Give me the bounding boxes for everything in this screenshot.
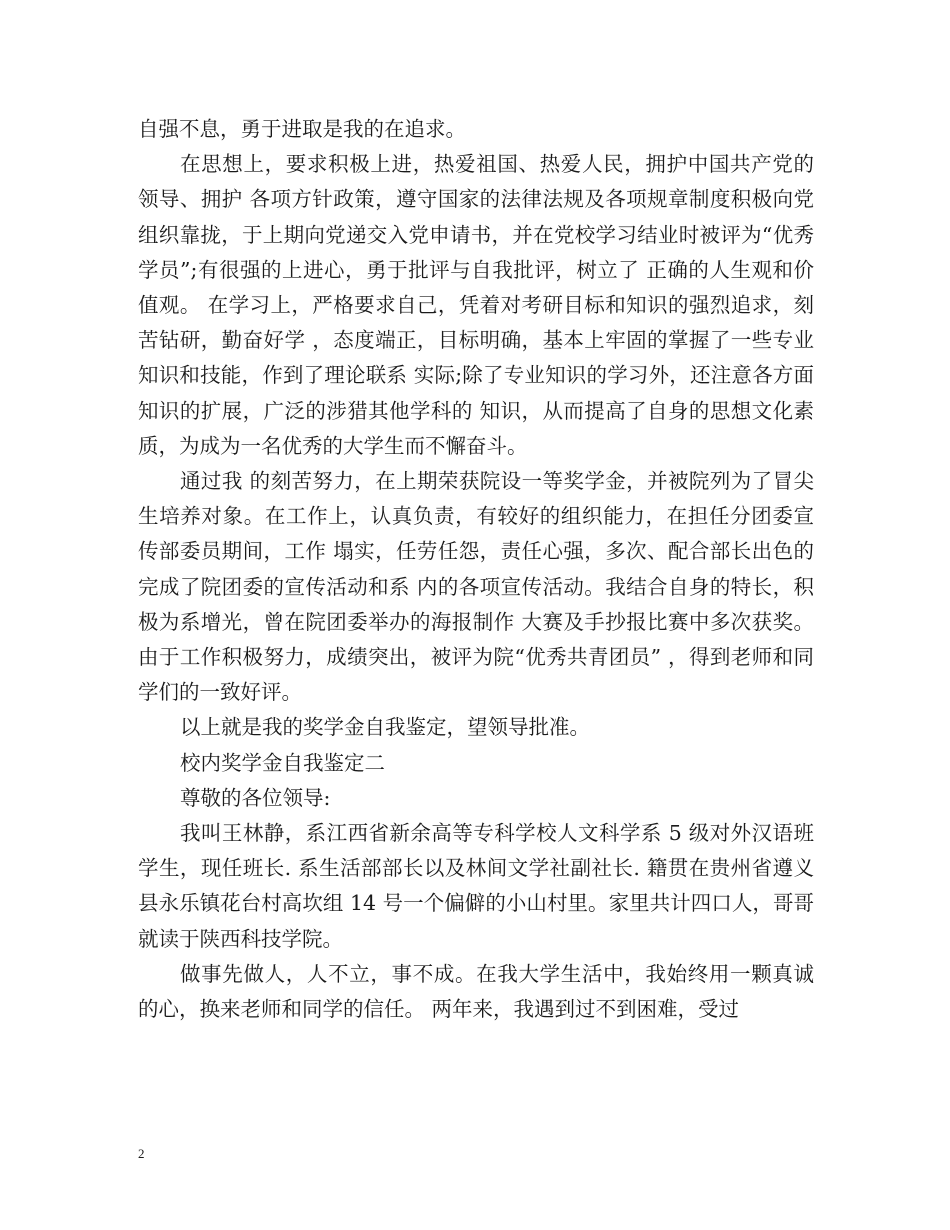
paragraph-2: 在思想上，要求积极上进，热爱祖国、热爱人民，拥护中国共产党的领导、拥护 各项方针政策，遵守国家的法律法规及各项规章制度积极向党组织靠拢，于上期向党递交入党申请书，并在党校学习结业时被评为“优秀学员”;有很强的上进心，勇于批评与自我批评，树立了 正确的人生观和价值观。 在学习上，严格要求自己，凭着对考研目标和知识的强烈追求，刻苦钻研，勤奋好学 ，态度端正，目标明确，基本上牢固的掌握了一些专业知识和技能，作到了理论联系 实际;除了专业知识的学习外，还注意各方面知识的扩展，广泛的涉猎其他学科的 知识，从而提高了自身的思想文化素质，为成为一名优秀的大学生而不懈奋斗。 — [138, 152, 814, 458]
paragraph-1: 自强不息，勇于进取是我的在追求。 — [138, 117, 466, 141]
salutation: 尊敬的各位领导: — [180, 785, 331, 810]
section-heading: 校内奖学金自我鉴定二 — [180, 750, 385, 775]
paragraph-3: 通过我 的刻苦努力，在上期荣获院设一等奖学金，并被院列为了冒尖生培养对象。在工作上，认真负责，有较好的组织能力，在担任分团委宣传部委员期间，工作 塌实，任劳任怨，责任心强，多次、配合部长出色的完成了院团委的宣传活动和系 内的各项宣传活动。我结合自身的特长，积极为系增光，曾在院团委举办的海报制作 大赛及手抄报比赛中多次获奖。由于工作积极努力，成绩突出，被评为院“优秀共青团员” ，得到老师和同学们的一致好评。 — [138, 469, 814, 705]
paragraph-4: 以上就是我的奖学金自我鉴定，望领导批准。 — [180, 715, 590, 740]
paragraph-7: 我叫王林静，系江西省新余高等专科学校人文科学系 5 级对外汉语班学生，现任班长. 系生活部部长以及林间文学社副社长. 籍贯在贵州省遵义县永乐镇花台村高坎组 14 号一个偏僻的小山村里。家里共计四口人，哥哥就读于陕西科技学院。 — [138, 821, 814, 951]
document-body — [138, 112, 814, 1027]
paragraph-8: 做事先做人，人不立，事不成。在我大学生活中，我始终用一颗真诚的心，换来老师和同学的信任。 两年来，我遇到过不到困难，受过 — [138, 961, 814, 1022]
page-number: 2 — [138, 1146, 145, 1161]
